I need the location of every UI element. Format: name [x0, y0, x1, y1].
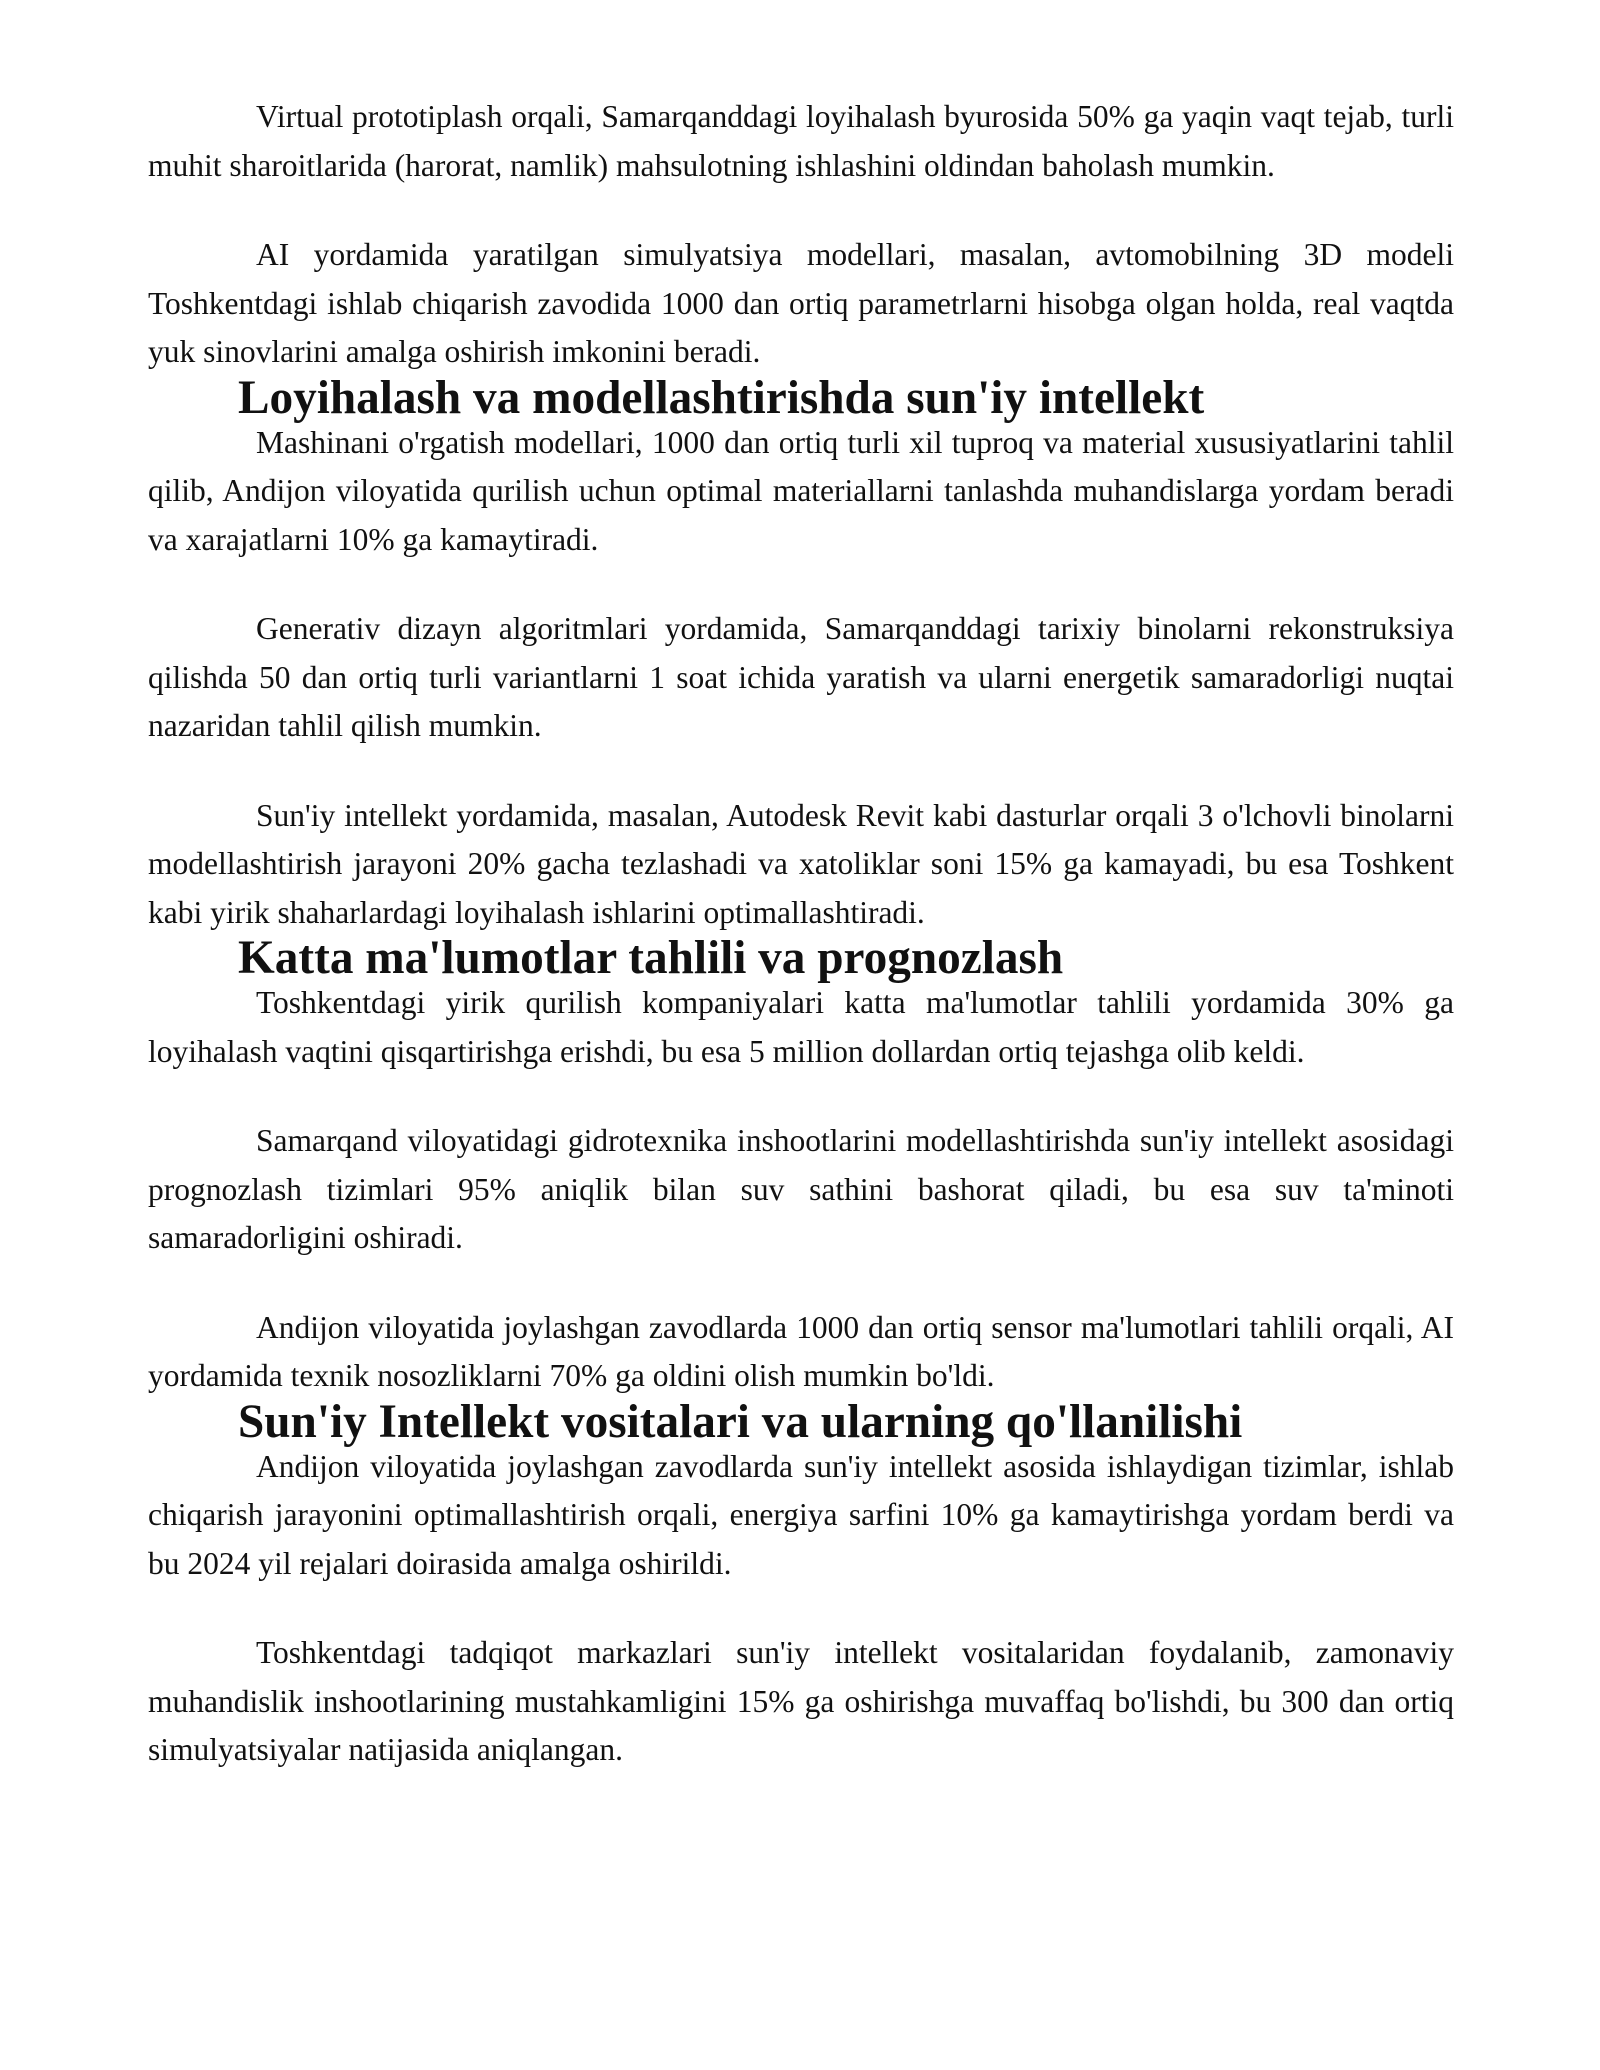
paragraph-sensor-data: Andijon viloyatida joylashgan zavodlarda 1000 dan ortiq sensor ma'lumotlari tahlili orqali, AI yordamida texnik nosozliklarni 70% ga oldini olish mumkin bo'ldi.: [148, 1309, 1454, 1393]
paragraph-machine-learning: Mashinani o'rgatish modellari, 1000 dan ortiq turli xil tuproq va material xususiyatlarini tahlil qilib, Andijon viloyatida qurilish uchun optimal materiallarni tanlashda muhandislarga yordam beradi va xarajatlarni 10% ga kamaytiradi.: [148, 424, 1454, 557]
heading-ai-tools-application: Sun'iy Intellekt vositalari va ularning qo'llanilishi: [238, 1395, 1243, 1448]
paragraph-hydrotechnical: Samarqand viloyatidagi gidrotexnika inshootlarini modellashtirishda sun'iy intellekt asosidagi prognozlash tizimlari 95% aniqlik bilan suv sathini bashorat qiladi, bu esa suv ta'minoti samaradorligini oshiradi.: [148, 1123, 1454, 1255]
paragraph-virtual-prototyping: Virtual prototiplash orqali, Samarqanddagi loyihalash byurosida 50% ga yaqin vaqt tejab, turli muhit sharoitlarida (harorat, namlik) mahsulotning ishlashini oldindan baholash mumkin.: [148, 99, 1454, 183]
heading-big-data-forecasting: Katta ma'lumotlar tahlili va prognozlash: [238, 932, 1064, 984]
paragraph-ai-simulation: AI yordamida yaratilgan simulyatsiya modellari, masalan, avtomobilning 3D modeli Toshkentdagi ishlab chiqarish zavodida 1000 dan ortiq parametrlarni hisobga olgan holda, real vaqtda yuk sinovlarini amalga oshirish imkonini beradi.: [148, 237, 1454, 369]
paragraph-construction-companies: Toshkentdagi yirik qurilish kompaniyalari katta ma'lumotlar tahlili yordamida 30% ga loyihalash vaqtini qisqartirishga erishdi, bu esa 5 million dollardan ortiq tejashga olib keldi.: [148, 985, 1454, 1069]
paragraph-autodesk-revit: Sun'iy intellekt yordamida, masalan, Autodesk Revit kabi dasturlar orqali 3 o'lchovli binolarni modellashtirish jarayoni 20% gacha tezlashadi va xatoliklar soni 15% ga kamayadi, bu esa Toshkent kabi yirik shaharlardagi loyihalash ishlarini optimallashtiradi.: [148, 797, 1454, 930]
paragraph-factory-energy: Andijon viloyatida joylashgan zavodlarda sun'iy intellekt asosida ishlaydigan tizimlar, ishlab chiqarish jarayonini optimallashtirish orqali, energiya sarfini 10% ga kamaytirishga yordam berdi va bu 2024 yil rejalari doirasida amalga oshirildi.: [148, 1448, 1454, 1581]
paragraph-research-centers: Toshkentdagi tadqiqot markazlari sun'iy intellekt vositalaridan foydalanib, zamonaviy muhandislik inshootlarining mustahkamligini 15% ga oshirishga muvaffaq bo'lishdi, bu 300 dan ortiq simulyatsiyalar natijasida aniqlangan.: [148, 1635, 1454, 1767]
document-page: [148, 93, 1454, 1775]
paragraph-generative-design: Generativ dizayn algoritmlari yordamida, Samarqanddagi tarixiy binolarni rekonstruksiya qilishda 50 dan ortiq turli variantlarni 1 soat ichida yaratish va ularni energetik samaradorligi nuqtai nazaridan tahlil qilish mumkin.: [148, 611, 1454, 743]
heading-design-modeling-ai: Loyihalash va modellashtirishda sun'iy intellekt: [238, 371, 1205, 424]
